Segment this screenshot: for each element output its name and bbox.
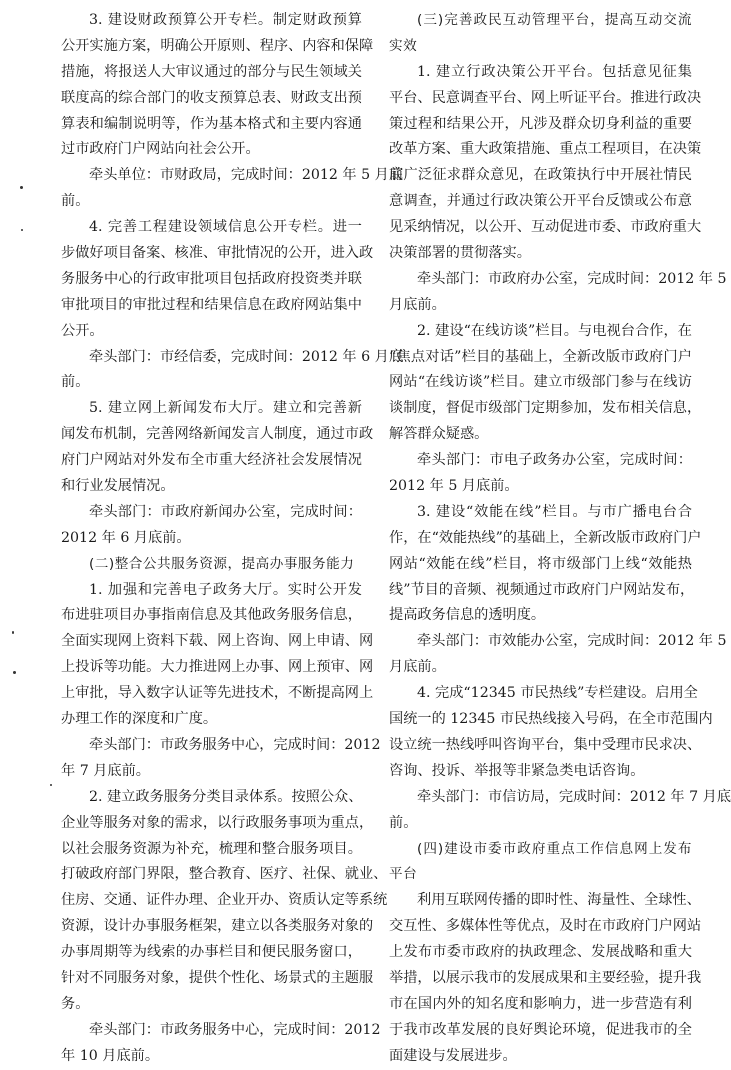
text-line: 于我市改革发展的良好舆论环境，促进我市的全 <box>389 1021 692 1038</box>
text-line: 国统一的 12345 市民热线接入号码，在全市范围内 <box>389 711 713 728</box>
paragraph <box>389 681 713 785</box>
text-line: 牵头部门：市效能办公室，完成时间：2012 年 5 <box>417 633 727 650</box>
text-line: 资源，设计办事服务框架，建立以各类服务对象的 <box>61 918 374 935</box>
paragraph <box>389 60 702 267</box>
text-line: 前。 <box>389 814 418 831</box>
text-line: 牵头单位：市财政局，完成时间：2012 年 5 月底 <box>89 167 404 184</box>
text-line: 实效 <box>389 37 418 54</box>
text-line: 以社会服务资源为补充，梳理和整合服务项目。 <box>61 840 362 857</box>
right-column <box>389 8 731 1070</box>
text-line: 年 10 月底前。 <box>61 1047 160 1064</box>
text-line: 线”节目的音频、视频通过市政府门户网站发布， <box>389 581 695 598</box>
lead-department-note <box>389 267 727 319</box>
text-line: 措施，将报送人大审议通过的部分与民生领域关 <box>61 63 362 80</box>
paragraph <box>61 785 388 1018</box>
text-line: 牵头部门：市经信委，完成时间：2012 年 6 月底 <box>89 348 404 365</box>
text-line: (三)完善政民互动管理平台，提高互动交流 <box>417 12 692 28</box>
text-line: 决策部署的贯彻落实。 <box>389 245 531 262</box>
text-line: 设立统一热线呼叫咨询平台，集中受理市民求决、 <box>389 736 702 753</box>
text-line: 年 7 月底前。 <box>61 762 150 779</box>
text-line: (四)建设市委市政府重点工作信息网上发布 <box>417 840 692 857</box>
text-line: 牵头部门：市政府办公室，完成时间：2012 年 5 <box>417 270 727 287</box>
text-line: 2. 建立政务服务分类目录体系。按照公众、 <box>89 788 363 805</box>
text-line: 2. 建设“在线访谈”栏目。与电视台合作，在 <box>417 322 692 339</box>
text-line: 审批项目的审批过程和结果信息在政府网站集中 <box>61 296 362 313</box>
text-line: 策过程和结果公开，凡涉及群众切身利益的重要 <box>389 115 692 132</box>
lead-department-note <box>61 345 404 397</box>
text-line: 务。 <box>61 995 90 1012</box>
text-line: 住房、交通、证件办理、企业开办、资质认定等系统 <box>61 892 388 909</box>
lead-department-note <box>61 163 404 215</box>
text-line: 打破政府部门界限，整合教育、医疗、社保、就业、 <box>61 866 388 883</box>
text-line: 4. 完善工程建设领域信息公开专栏。进一 <box>89 219 362 236</box>
scan-speck <box>20 186 23 189</box>
text-line: 平台、民意调查平台、网上听证平台。推进行政决 <box>389 89 702 106</box>
text-line: 解答群众疑惑。 <box>389 426 489 443</box>
text-line: 4. 完成“12345 市民热线”专栏建设。启用全 <box>417 685 698 702</box>
text-line: 3. 建设“效能在线”栏目。与市广播电台合 <box>417 503 692 520</box>
text-line: 牵头部门：市政府新闻办公室，完成时间： <box>89 503 362 520</box>
lead-department-note <box>389 629 727 681</box>
text-line: 举措，以展示我市的发展成果和主要经验，提升我 <box>389 969 702 986</box>
text-line: 和行业发展情况。 <box>61 478 175 495</box>
text-line: 月底前。 <box>389 659 446 676</box>
text-line: 提高政务信息的透明度。 <box>389 607 546 624</box>
paragraph <box>389 319 702 448</box>
text-line: 办理工作的深度和广度。 <box>61 711 218 728</box>
text-line: 作，在“效能热线”的基础上，全新改版市政府门户 <box>389 529 702 546</box>
lead-department-note <box>61 1018 381 1070</box>
text-line: 过市政府门户网站向社会公开。 <box>61 141 260 158</box>
paragraph <box>389 888 702 1069</box>
paragraph <box>389 500 702 629</box>
text-line: 见采纳情况，以公开、互动促进市委、市政府重大 <box>389 219 702 236</box>
text-line: 意调查，并通过行政决策公开平台反馈或公布意 <box>389 193 692 210</box>
text-line: 5. 建立网上新闻发布大厅。建立和完善新 <box>89 400 362 417</box>
text-line: 网站“在线访谈”栏目。建立市级部门参与在线访 <box>389 374 692 391</box>
text-line: 面建设与发展进步。 <box>389 1047 517 1064</box>
section-heading <box>389 837 692 889</box>
section-heading <box>389 8 692 60</box>
text-line: 谈制度，督促市级部门定期参加，发布相关信息， <box>389 400 702 417</box>
scan-speck <box>13 671 16 674</box>
text-line: 交互性、多媒体性等优点，及时在市政府门户网站 <box>389 918 702 935</box>
text-line: 上审批，导入数字认证等先进技术，不断提高网上 <box>61 685 374 702</box>
paragraph <box>61 215 374 344</box>
text-line: 步做好项目备案、核准、审批情况的公开，进入政 <box>61 245 374 262</box>
scan-speck <box>12 631 14 634</box>
text-line: 平台 <box>389 866 418 883</box>
text-line: 闻发布机制，完善网络新闻发言人制度，通过市政 <box>61 426 374 443</box>
text-line: 算表和编制说明等，作为基本格式和主要内容通 <box>61 115 362 132</box>
text-line: 牵头部门：市政务服务中心，完成时间：2012 <box>89 1021 381 1038</box>
text-line: 全面实现网上资料下载、网上咨询、网上申请、网 <box>61 633 374 650</box>
text-line: 利用互联网传播的即时性、海量性、全球性、 <box>417 892 701 909</box>
text-line: 市在国内外的知名度和影响力，进一步营造有利 <box>389 995 692 1012</box>
text-line: 务服务中心的行政审批项目包括政府投资类并联 <box>61 270 362 287</box>
text-line: 企业等服务对象的需求，以行政服务事项为重点， <box>61 814 374 831</box>
text-line: 公开实施方案，明确公开原则、程序、内容和保障 <box>61 37 374 54</box>
text-line: 改革方案、重大政策措施、重点工程项目，在决策 <box>389 141 702 158</box>
scan-speck <box>21 229 23 231</box>
text-line: 上发布市委市政府的执政理念、发展战略和重大 <box>389 944 692 961</box>
text-line: 办事周期等为线索的办事栏目和便民服务窗口， <box>61 944 362 961</box>
lead-department-note <box>61 733 381 785</box>
paragraph <box>61 396 374 500</box>
text-line: 咨询、投诉、举报等非紧急类电话咨询。 <box>389 762 645 779</box>
text-line: 牵头部门：市政务服务中心，完成时间：2012 <box>89 736 381 753</box>
text-line: 府门户网站对外发布全市重大经济社会发展情况 <box>61 452 362 469</box>
text-line: “焦点对话”栏目的基础上，全新改版市政府门户 <box>389 348 692 365</box>
text-line: 布进驻项目办事指南信息及其他政务服务信息， <box>61 607 362 624</box>
lead-department-note <box>61 500 362 552</box>
text-line: (二)整合公共服务资源，提高办事服务能力 <box>89 555 355 572</box>
text-line: 公开。 <box>61 322 104 339</box>
text-line: 网站“效能在线”栏目，将市级部门上线“效能热 <box>389 555 692 572</box>
text-line: 2012 年 5 月底前。 <box>389 478 519 495</box>
text-line: 1. 加强和完善电子政务大厅。实时公开发 <box>89 581 362 598</box>
lead-department-note <box>389 448 692 500</box>
scan-speck <box>50 784 52 786</box>
text-line: 月底前。 <box>389 296 446 313</box>
text-line: 2012 年 6 月底前。 <box>61 529 191 546</box>
text-line: 前。 <box>61 374 90 391</box>
text-line: 牵头部门：市信访局，完成时间：2012 年 7 月底 <box>417 788 731 805</box>
paragraph <box>61 578 374 733</box>
paragraph <box>61 8 374 163</box>
text-line: 牵头部门：市电子政务办公室，完成时间： <box>417 452 692 469</box>
text-line: 针对不同服务对象，提供个性化、场景式的主题服 <box>61 969 374 986</box>
text-line: 联度高的综合部门的收支预算总表、财政支出预 <box>61 89 362 106</box>
text-line: 3. 建设财政预算公开专栏。制定财政预算 <box>89 12 362 28</box>
text-line: 上投诉等功能。大力推进网上办事、网上预审、网 <box>61 659 374 676</box>
lead-department-note <box>389 785 731 837</box>
text-line: 前广泛征求群众意见，在政策执行中开展社情民 <box>389 167 692 184</box>
section-heading <box>61 552 362 578</box>
text-line: 1. 建立行政决策公开平台。包括意见征集 <box>417 63 692 80</box>
text-line: 前。 <box>61 193 90 210</box>
